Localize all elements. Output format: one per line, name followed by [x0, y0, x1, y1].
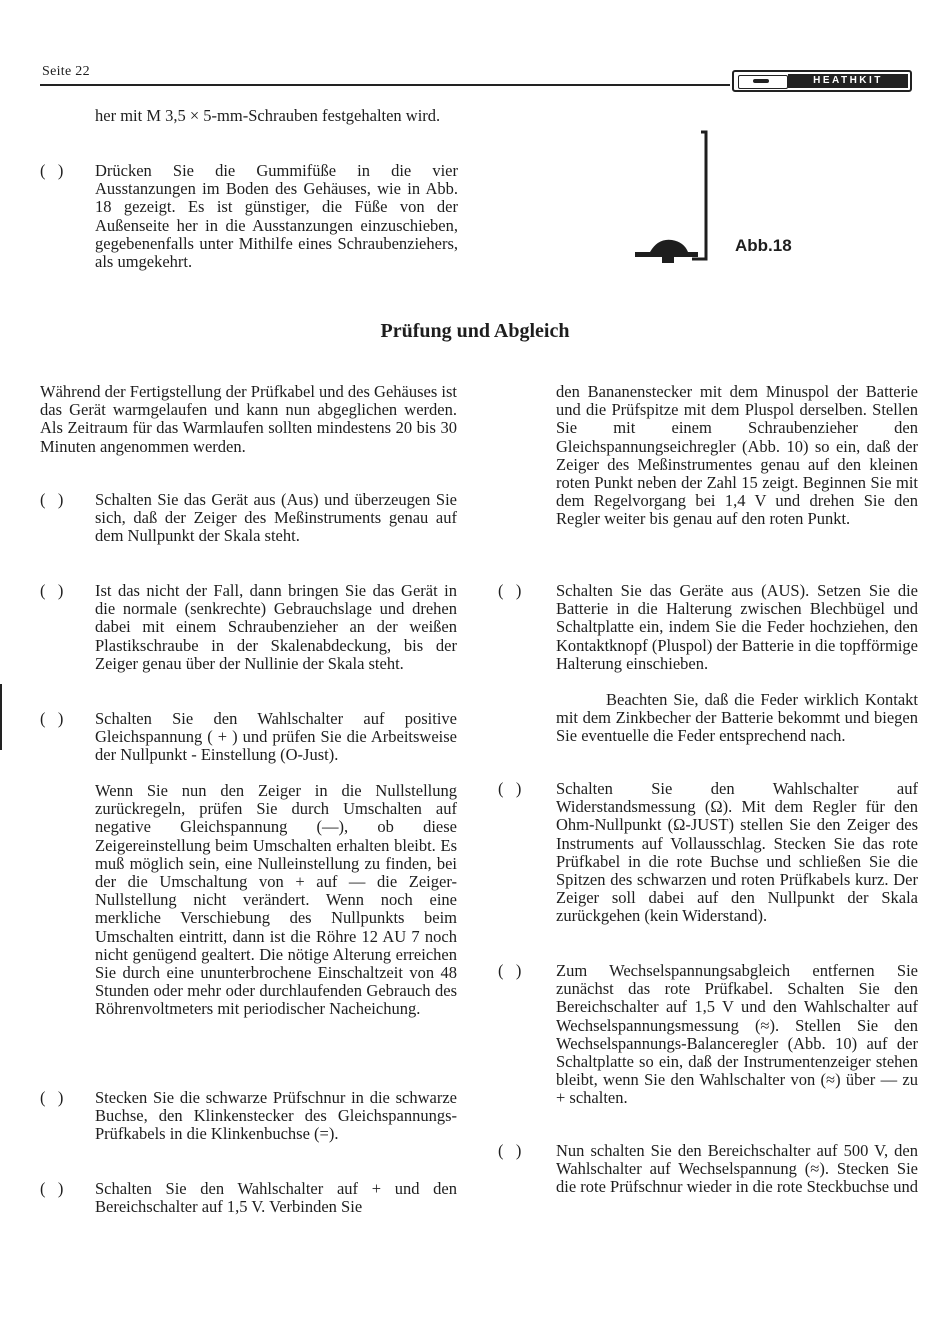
- step-black-lead: Stecken Sie die schwarze Prüfschnur in die schwarze Buchse, den Klinkenstecker des Gleichspannungs-Prüfkabels in die Klinkenbuchse (=).: [95, 1088, 457, 1144]
- step-ac-balance: Zum Wechselspannungsabgleich entfernen Sie zunächst das rote Prüfkabel. Schalten Sie den Bereichschalter auf 1,5 V und den Wahlschalter auf Wechselspannungsmessung (≈). Stellen Sie den Wechselspannungs-Balanceregler (Abb. 10) auf der Schaltplatte so ein, daß der Instrumentenzeiger stehen bleibt, wenn Sie den Wahlschalter von (≈) über — zu + schalten.: [556, 961, 918, 1108]
- checkbox-mark: ( ): [498, 581, 522, 600]
- step-zero-check: Schalten Sie das Gerät aus (Aus) und überzeugen Sie sich, daß der Zeiger des Meßinstruments genau auf dem Nullpunkt der Skala steht.: [95, 490, 457, 546]
- dc-calibration-continued: den Bananenstecker mit dem Minuspol der Batterie und die Prüfspitze mit dem Pluspol derselben. Stellen Sie mit einem Schraubenzieher den Gleichspannungseichregler (Abb. 10) so ein, daß der Zeiger des Meßinstrumentes genau auf den kleinen roten Punkt neben der Zahl 15 zeigt. Beginnen Sie mit dem Regelvorgang bei 1,4 V und drehen Sie den Regler weiter bis genau auf den roten Punkt.: [556, 382, 918, 529]
- margin-bar: [0, 684, 2, 750]
- checkbox-mark: ( ): [498, 961, 522, 980]
- logo-emblem-icon: [738, 75, 788, 89]
- logo-wordmark: HEATHKIT: [788, 74, 908, 88]
- rubber-foot-figure: [630, 126, 720, 266]
- intro-paragraph: Während der Fertigstellung der Prüfkabel und des Gehäuses ist das Gerät warmgelaufen und kann nun abgeglichen werden. Als Zeitraum für das Warmlaufen sollten mindestens 20 bis 30 Minuten angenommen werden.: [40, 382, 457, 456]
- checkbox-mark: ( ): [40, 161, 64, 180]
- paragraph-screws: her mit M 3,5 × 5-mm-Schrauben festgehalten wird.: [95, 106, 441, 125]
- step-zero-just-detail: Wenn Sie nun den Zeiger in die Nullstellung zurückregeln, prüfen Sie durch Umschalten auf negative Gleichspannung (—), ob diese Zeigereinstellung beim Umschalten erhalten bleibt. Es muß möglich sein, eine Nulleinstellung zu finden, bei der die Umschaltung von + auf — die Zeiger-Nullstellung nicht verändert. Wenn noch eine merkliche Verschiebung des Nullpunkts beim Umschalten eintritt, dann ist die Röhre 12 AU 7 noch nicht genügend gealtert. Die nötige Alterung erreichen Sie durch eine ununterbrochene Einschaltzeit von 48 Stunden oder mehr oder durchlaufenden Gebrauch des Röhrenvoltmeters mit periodischer Nacheichung.: [95, 781, 457, 1019]
- step-zero-just: Schalten Sie den Wahlschalter auf positive Gleichspannung ( + ) und prüfen Sie die Arbeitsweise der Nullpunkt - Einstellung (O-Just).: [95, 709, 457, 765]
- step-ac-500v: Nun schalten Sie den Bereichschalter auf 500 V, den Wahlschalter auf Wechselspannung (≈). Stecken Sie die rote Prüfschnur wieder in die rote Steckbuchse und: [556, 1141, 918, 1197]
- step-battery-insert: Schalten Sie das Geräte aus (AUS). Setzen Sie die Batterie in die Halterung zwischen Blechbügel und Schaltplatte ein, indem Sie die Feder hochziehen, den Kontaktknopf (Pluspol) der Batterie in die topfförmige Halterung einschieben.: [556, 581, 918, 673]
- step-zero-adjust: Ist das nicht der Fall, dann bringen Sie das Gerät in die normale (senkrechte) Gebrauchslage und drehen dabei mit einem Schraubenzieher an der weißen Plastikschraube in der Skalenabdeckung, bis der Zeiger genau über der Nullinie der Skala steht.: [95, 581, 457, 673]
- page-number: Seite 22: [42, 64, 90, 79]
- checkbox-mark: ( ): [40, 490, 64, 509]
- header-rule: [40, 84, 730, 86]
- step-dc-range: Schalten Sie den Wahlschalter auf + und den Bereichschalter auf 1,5 V. Verbinden Sie: [95, 1179, 457, 1217]
- checkbox-mark: ( ): [40, 1088, 64, 1107]
- checkbox-mark: ( ): [498, 1141, 522, 1160]
- checkbox-mark: ( ): [40, 581, 64, 600]
- checkbox-mark: ( ): [40, 709, 64, 728]
- step-battery-note: Beachten Sie, daß die Feder wirklich Kontakt mit dem Zinkbecher der Batterie bekommt und biegen Sie eventuelle die Feder entsprechend nach.: [556, 690, 918, 746]
- figure-caption: Abb.18: [735, 236, 792, 255]
- step-ohm-zero: Schalten Sie den Wahlschalter auf Widerstandsmessung (Ω). Mit dem Regler für den Ohm-Nullpunkt (Ω-JUST) stellen Sie den Zeiger des Instruments auf Vollausschlag. Stecken Sie das rote Prüfkabel in die rote Buchse und schließen Sie die Spitzen des schwarzen und roten Prüfkabels kurz. Der Zeiger soll dabei auf den Nullpunkt der Skala zurückgehen (kein Widerstand).: [556, 779, 918, 926]
- checkbox-mark: ( ): [498, 779, 522, 798]
- section-heading: Prüfung und Abgleich: [380, 320, 570, 342]
- heathkit-logo: [732, 70, 912, 92]
- checkbox-mark: ( ): [40, 1179, 64, 1198]
- paragraph-rubber-feet: Drücken Sie die Gummifüße in die vier Ausstanzungen im Boden des Gehäuses, wie in Abb. 18 gezeigt. Es ist günstiger, die Füße von der Außenseite her in die Ausstanzungen einzuschieben, gegebenenfalls unter Mithilfe eines Schraubenziehers, als umgekehrt.: [95, 161, 458, 272]
